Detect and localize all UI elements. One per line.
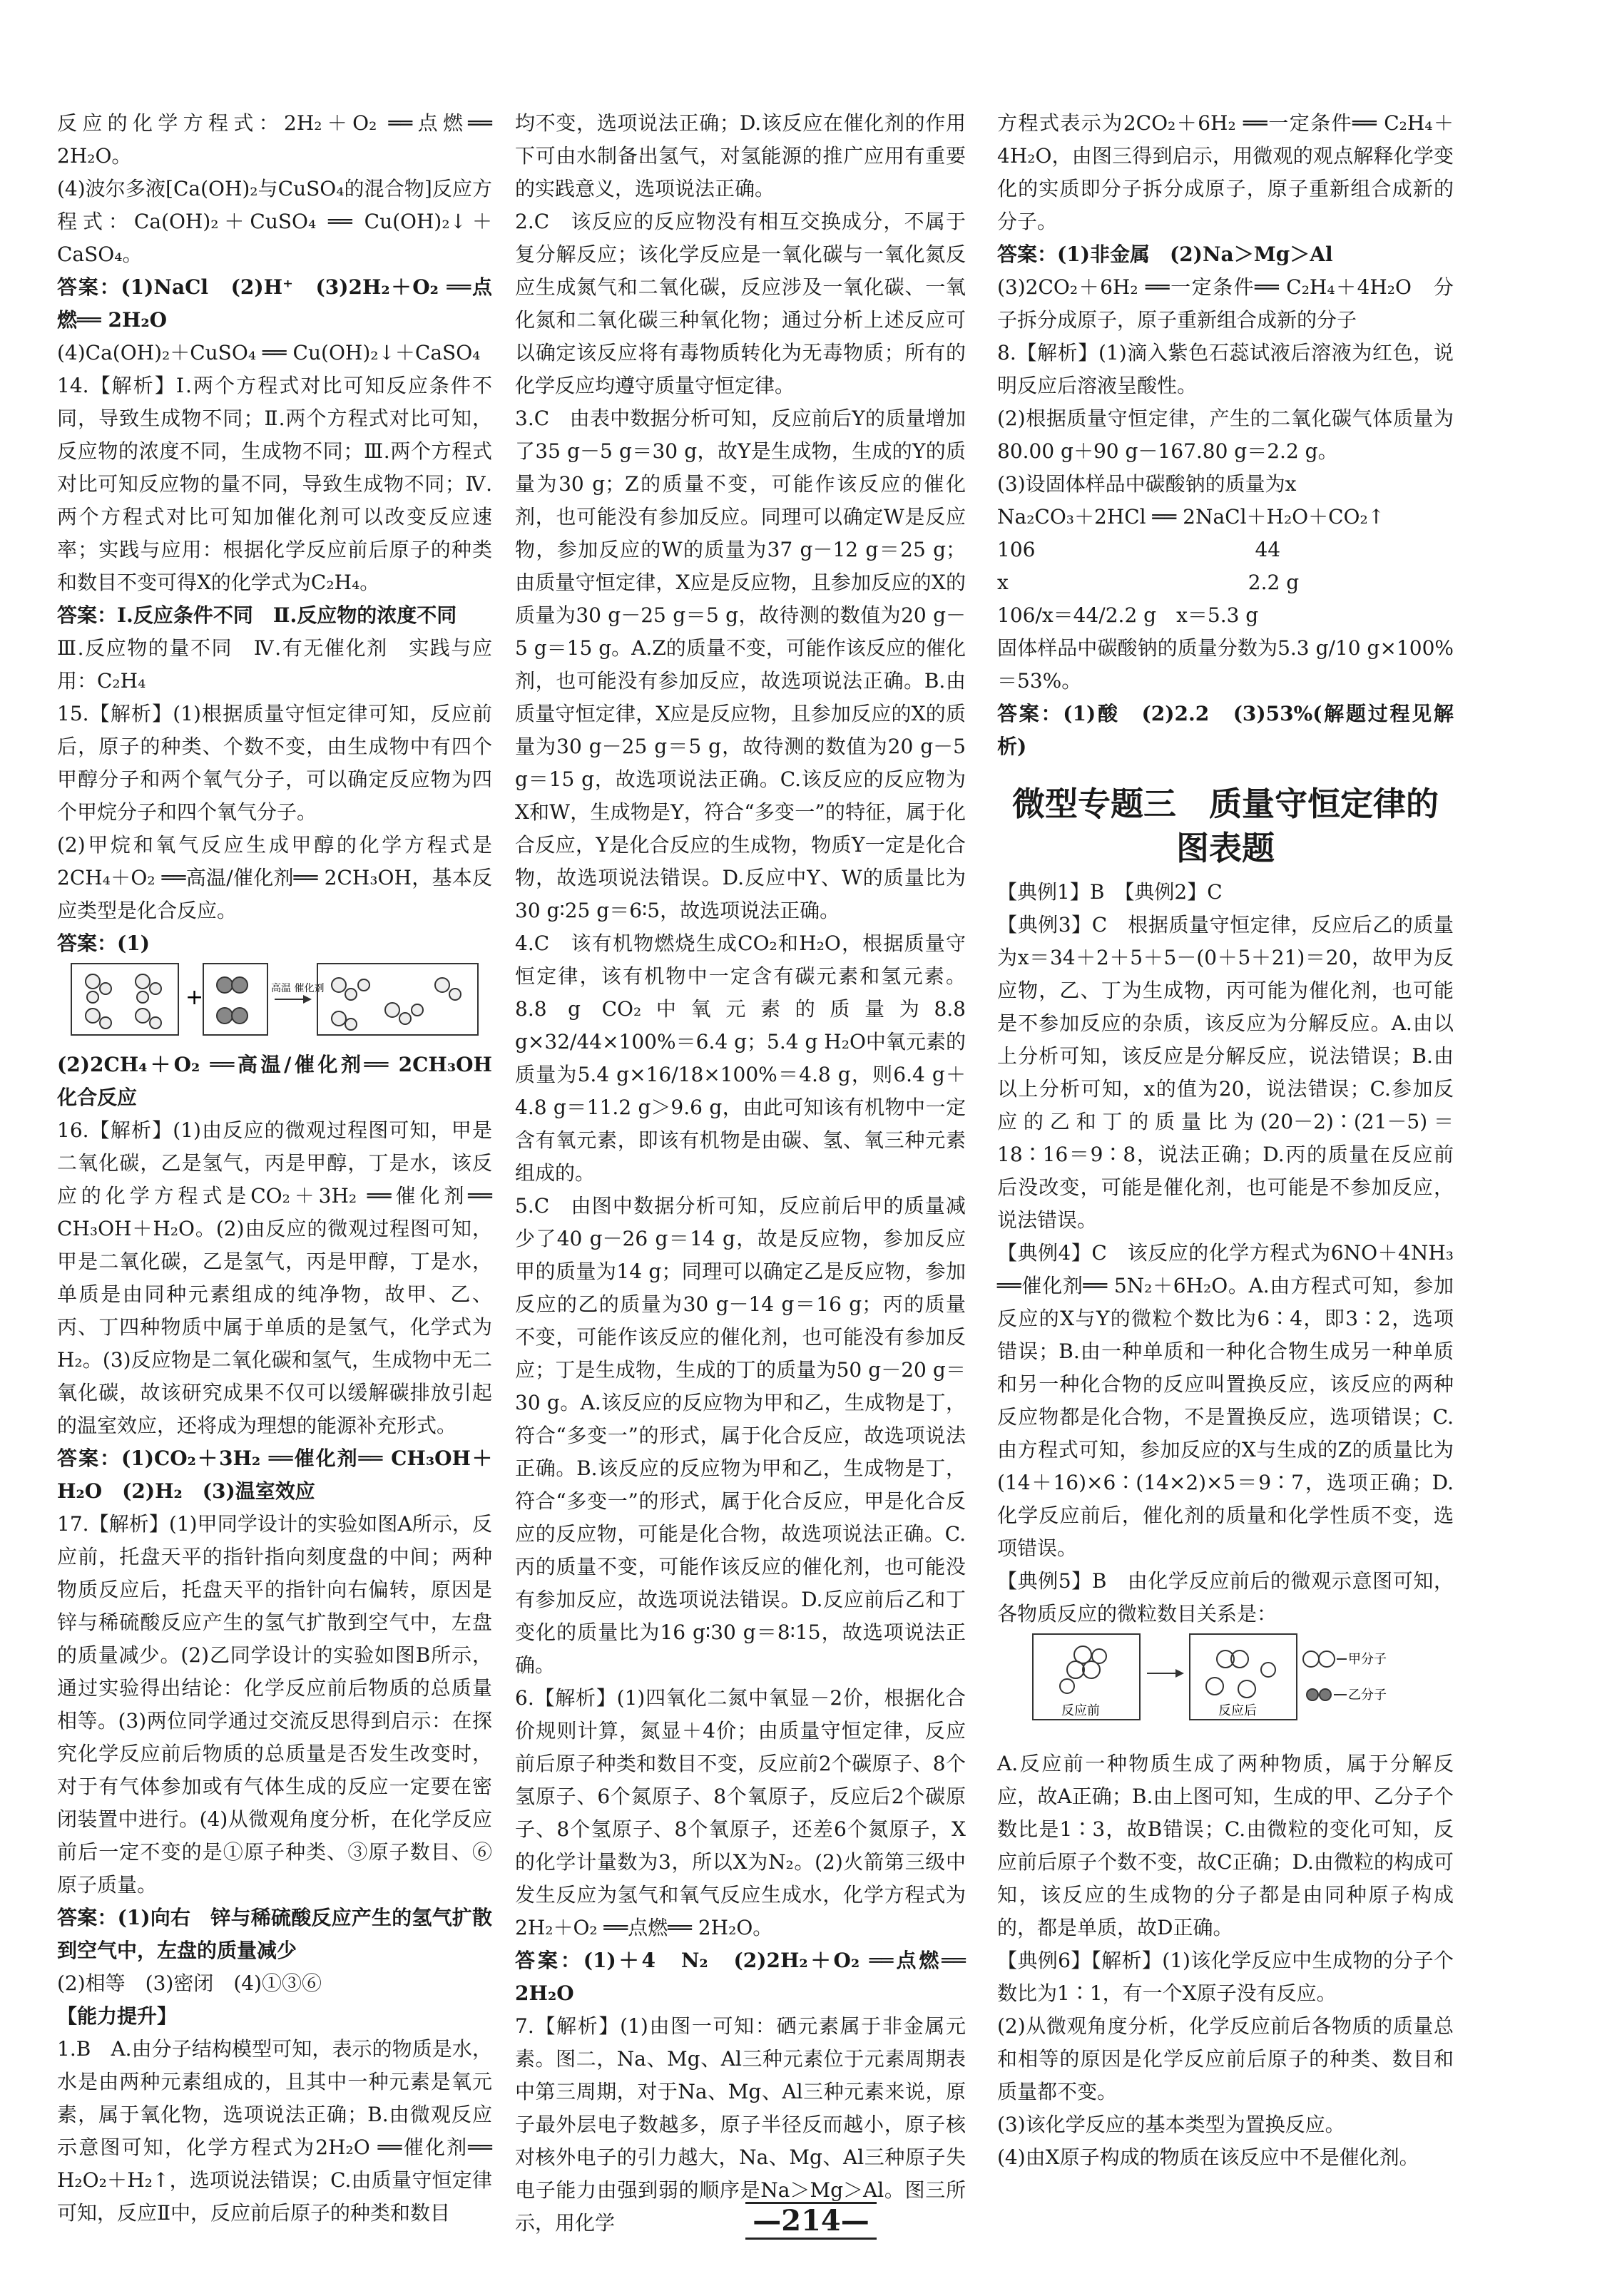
para: (3)设固体样品中碳酸钠的质量为x <box>997 472 1297 496</box>
para: (4)由X原子构成的物质在该反应中不是催化剂。 <box>997 2146 1419 2169</box>
para: 106/x＝44/2.2 g x＝5.3 g <box>997 603 1259 627</box>
para: 15.【解析】(1)根据质量守恒定律可知，反应前后，原子的种类、个数不变，由生成物中有四个甲醇分子和两个氧气分子，可以确定反应物为四个甲烷分子和四个氧气分子。 <box>57 702 492 824</box>
answer: 答案：(1)向右 锌与稀硫酸反应产生的氢气扩散到空气中，左盘的质量减少 <box>57 1906 492 1962</box>
para: 4.C 该有机物燃烧生成CO₂和H₂O，根据质量守恒定律，该有机物中一定含有碳元素和氢元素。8.8 g CO₂中氧元素的质量为8.8 g×32/44×100%＝6.4 g；5.4 g H₂O中氧元素的质量为5.4 g×16/18×100%＝4.8 g，则6.4 g＋4.8 g＝11.2 g＞9.6 g，由此可知该有机物中一定含有氧元素，即该有机物是由碳、氢、氧三种元素组成的。 <box>515 932 972 1185</box>
answer: 答案：Ⅰ.反应条件不同 Ⅱ.反应物的浓度不同 <box>57 603 457 627</box>
answer: 答案：(1)NaCl (2)H⁺ (3)2H₂＋O₂ ══点燃══ 2H₂O <box>57 275 492 332</box>
answer: 答案：(1)非金属 (2)Na＞Mg＞Al <box>997 243 1333 266</box>
micro-reaction-figure <box>997 1631 1397 1738</box>
para: 7.【解析】(1)由图一可知：硒元素属于非金属元素。图二，Na、Mg、Al三种元素位于元素周期表中第三周期，对于Na、Mg、Al三种元素来说，原子最外层电子数越多，原子半径反而越小，原子核对核外电子的引力越大，Na、Mg、Al三种原子失电子能力由强到弱的顺序是Na＞Mg＞Al。图三所示，用化学 <box>515 2014 966 2235</box>
para: (3)2CO₂＋6H₂ ══一定条件══ C₂H₄＋4H₂O 分子拆分成原子，原子重新组合成新的分子 <box>997 275 1454 332</box>
legend-1-label: 甲分子 <box>1348 1652 1387 1667</box>
para: (2)根据质量守恒定律，产生的二氧化碳气体质量为80.00 g＋90 g－167.80 g＝2.2 g。 <box>997 407 1454 463</box>
para: 均不变，选项说法正确；D.该反应在催化剂的作用下可由水制备出氢气，对氢能源的推广应用有重要的实践意义，选项说法正确。 <box>515 111 966 200</box>
para: 【典例5】B 由化学反应前后的微观示意图可知，各物质反应的微粒数目关系是： <box>997 1569 1454 1626</box>
column-middle <box>515 107 973 2240</box>
section-title <box>997 782 1454 870</box>
fig-condition-label: 高温 催化剂 <box>271 983 325 994</box>
para: 17.【解析】(1)甲同学设计的实验如图A所示，反应前，托盘天平的指针指向刻度盘的中间；两种物质反应后，托盘天平的指针向右偏转，原因是锌与稀硫酸反应产生的氢气扩散到空气中，左盘的质量减少。(2)乙同学设计的实验如图B所示，通过实验得出结论：化学反应前后物质的总质量相等。(3)两位同学通过交流反思得到启示：在探究化学反应前后物质的总质量是否发生改变时，对于有气体参加或有气体生成的反应一定要在密闭装置中进行。(4)从微观角度分析，在化学反应前后一定不变的是①原子种类、③原子数目、⑥原子质量。 <box>57 1512 492 1897</box>
section-header: 【能力提升】 <box>57 2004 178 2028</box>
legend-2-label: 乙分子 <box>1348 1688 1387 1703</box>
para: 6.【解析】(1)四氧化二氮中氧显－2价，根据化合价规则计算，氮显＋4价；由质量守恒定律，反应前后原子种类和数目不变，反应前2个碳原子、8个氢原子、6个氮原子、8个氧原子，反应后2个碳原子、8个氢原子、8个氧原子，还差6个氮原子，X的化学计量数为3，所以X为N₂。(2)火箭第三级中发生反应为氢气和氧气反应生成水，化学方程式为2H₂＋O₂ ══点燃══ 2H₂O。 <box>515 1686 966 1939</box>
column-right <box>997 107 1460 2174</box>
para: 【典例3】C 根据质量守恒定律，反应后乙的质量为x＝34＋2＋5＋5－(0＋5＋21)＝20，故甲为反应物，乙、丁为生成物，丙可能为催化剂，也可能是不参加反应的杂质，该反应为分解反应。A.由以上分析可知，该反应是分解反应，说法错误；B.由以上分析可知，x的值为20，说法错误；C.参加反应的乙和丁的质量比为(20－2)∶(21－5)＝18∶16＝9∶8，说法正确；D.丙的质量在反应前后没改变，可能是催化剂，也可能是不参加反应，说法错误。 <box>997 913 1454 1232</box>
para: (2)从微观角度分析，化学反应前后各物质的质量总和相等的原因是化学反应前后原子的种类、数目和质量都不变。 <box>997 2014 1454 2103</box>
answer: 答案：(1)酸 (2)2.2 (3)53%(解题过程见解析) <box>997 702 1454 758</box>
svg-text:+: + <box>185 985 204 1010</box>
fig-after-label: 反应后 <box>1218 1703 1257 1718</box>
answer: 答案：(1)＋4 N₂ (2)2H₂＋O₂ ══点燃══ 2H₂O <box>515 1949 973 2005</box>
para: 反应的化学方程式：2H₂＋O₂ ══点燃══ 2H₂O。 <box>57 111 499 168</box>
para: 【典例6】【解析】(1)该化学反应中生成物的分子个数比为1∶1，有一个X原子没有反应。 <box>997 1949 1454 2005</box>
para: 【典例4】C 该反应的化学方程式为6NO＋4NH₃ ══催化剂══ 5N₂＋6H₂O。A.由方程式可知，参加反应的X与Y的微粒个数比为6∶4，即3∶2，选项错误；B.由一种单质和一种化合物生成另一种单质和另一种化合物的反应叫置换反应，该反应的两种反应物都是化合物，不是置换反应，选项错误；C.由方程式可知，参加反应的X与生成的Z的质量比为(14＋16)×6∶(14×2)×5＝9∶7，选项正确；D.化学反应前后，催化剂的质量和化学性质不变，选项错误。 <box>997 1241 1460 1560</box>
answer: 答案：(1) <box>57 932 150 955</box>
para: 8.【解析】(1)滴入紫色石蕊试液后溶液为红色，说明反应后溶液呈酸性。 <box>997 341 1454 397</box>
molecule-reaction-figure <box>57 960 485 1039</box>
para: 16.【解析】(1)由反应的微观过程图可知，甲是二氧化碳，乙是氢气，丙是甲醇，丁是水，该反应的化学方程式是CO₂＋3H₂ ══催化剂══ CH₃OH＋H₂O。(2)由反应的微观过程图可知，甲是二氧化碳，乙是氢气，丙是甲醇，丁是水，单质是由同种元素组成的纯净物，故甲、乙、丙、丁四种物质中属于单质的是氢气，化学式为H₂。(3)反应物是二氧化碳和氢气，生成物中无二氧化碳，故该研究成果不仅可以缓解碳排放引起的温室效应，还将成为理想的能源补充形式。 <box>57 1118 499 1437</box>
section-title-line1: 微型专题三 质量守恒定律的 <box>1012 785 1439 823</box>
section-title-line2: 图表题 <box>1176 829 1275 867</box>
para: 固体样品中碳酸钠的质量分数为5.3 g/10 g×100%＝53%。 <box>997 636 1454 693</box>
para: 3.C 由表中数据分析可知，反应前后Y的质量增加了35 g－5 g＝30 g，故Y是生成物，生成的Y的质量为30 g；Z的质量不变，可能作该反应的催化剂，也可能没有参加反应。同理可以确定W是反应物，参加反应的W的质量为37 g－12 g＝25 g；由质量守恒定律，X应是反应物，且参加反应的X的质量为30 g－25 g＝5 g，故待测的数值为20 g－5 g＝15 g。A.Z的质量不变，可能作该反应的催化剂，也可能没有参加反应，故选项说法正确。B.由质量守恒定律，X应是反应物，且参加反应的X的质量为30 g－25 g＝5 g，故待测的数值为20 g－5 g＝15 g，故选项说法正确。C.该反应的反应物为X和W，生成物是Y，符合“多变一”的特征，属于化合反应，Y是化合反应的生成物，物质Y一定是化合物，故选项说法错误。D.反应中Y、W的质量比为30 g∶25 g＝6∶5，故选项说法正确。 <box>515 407 972 922</box>
para: (2)甲烷和氧气反应生成甲醇的化学方程式是2CH₄＋O₂ ══高温/催化剂══ 2CH₃OH，基本反应类型是化合反应。 <box>57 833 492 922</box>
para: 106 44 <box>997 538 1281 561</box>
para: 【典例1】B 【典例2】C <box>997 880 1223 904</box>
para: 5.C 由图中数据分析可知，反应前后甲的质量减少了40 g－26 g＝14 g，故是反应物，参加反应甲的质量为14 g；同理可以确定乙是反应物，参加反应的乙的质量为30 g－14 g＝16 g；丙的质量不变，可能作该反应的催化剂，也可能没有参加反应；丁是生成物，生成的丁的质量为50 g－20 g＝30 g。A.该反应的反应物为甲和乙，生成物是丁，符合“多变一”的形式，属于化合反应，故选项说法正确。B.该反应的反应物为甲和乙，生成物是丁，符合“多变一”的形式，属于化合反应，甲是化合反应的反应物，可能是化合物，故选项说法正确。C.丙的质量不变，可能作该反应的催化剂，也可能没有参加反应，故选项说法错误。D.反应前后乙和丁变化的质量比为16 g∶30 g＝8∶15，故选项说法正确。 <box>515 1194 966 1677</box>
page-number <box>0 2204 1622 2238</box>
para: (4)波尔多液[Ca(OH)₂与CuSO₄的混合物]反应方程式：Ca(OH)₂＋CuSO₄ ══ Cu(OH)₂↓＋CaSO₄。 <box>57 177 492 266</box>
para: (2)相等 (3)密闭 (4)①③⑥ <box>57 1971 322 1995</box>
para: 1.B A.由分子结构模型可知，表示的物质是水，水是由两种元素组成的，且其中一种元素是氧元素，属于氧化物，选项说法正确；B.由微观反应示意图可知，化学方程式为2H₂O ══催化剂══ H₂O₂＋H₂↑，选项说法错误；C.由质量守恒定律可知，反应Ⅱ中，反应前后原子的种类和数目 <box>57 2037 499 2225</box>
para: (3)该化学反应的基本类型为置换反应。 <box>997 2113 1345 2136</box>
para: Na₂CO₃＋2HCl ══ 2NaCl＋H₂O＋CO₂↑ <box>997 505 1385 529</box>
para: (4)Ca(OH)₂＋CuSO₄ ══ Cu(OH)₂↓＋CaSO₄ <box>57 341 481 364</box>
para: x 2.2 g <box>997 571 1300 594</box>
page-number-text: —214— <box>745 2202 877 2240</box>
para: 14.【解析】Ⅰ.两个方程式对比可知反应条件不同，导致生成物不同；Ⅱ.两个方程式对比可知，反应物的浓度不同，生成物不同；Ⅲ.两个方程式对比可知反应物的量不同，导致生成物不同；Ⅳ.两个方程式对比可知加催化剂可以改变反应速率；实践与应用：根据化学反应前后原子的种类和数目不变可得X的化学式为C₂H₄。 <box>57 374 492 594</box>
column-left <box>57 107 513 2230</box>
para: A.反应前一种物质生成了两种物质，属于分解反应，故A正确；B.由上图可知，生成的甲、乙分子个数比是1∶3，故B错误；C.由微粒的变化可知，反应前后原子个数不变，故C正确；D.由微粒的构成可知，该反应的生成物的分子都是由同种原子构成的，都是单质，故D正确。 <box>997 1752 1454 1939</box>
answer: 答案：(1)CO₂＋3H₂ ══催化剂══ CH₃OH＋H₂O (2)H₂ (3)温室效应 <box>57 1447 492 1503</box>
para: 方程式表示为2CO₂＋6H₂ ══一定条件══ C₂H₄＋4H₂O，由图三得到启示，用微观的观点解释化学变化的实质即分子拆分成原子，原子重新组合成新的分子。 <box>997 111 1454 233</box>
answer: (2)2CH₄＋O₂ ══高温/催化剂══ 2CH₃OH 化合反应 <box>57 1053 513 1109</box>
fig-before-label: 反应前 <box>1061 1703 1100 1718</box>
para: Ⅲ.反应物的量不同 Ⅳ.有无催化剂 实践与应用：C₂H₄ <box>57 636 492 693</box>
para: 2.C 该反应的反应物没有相互交换成分，不属于复分解反应；该化学反应是一氧化碳与一氧化氮反应生成氮气和二氧化碳，反应涉及一氧化碳、一氧化氮和二氧化碳三种氧化物；通过分析上述反应可以确定该反应将有毒物质转化为无毒物质；所有的化学反应均遵守质量守恒定律。 <box>515 210 966 397</box>
